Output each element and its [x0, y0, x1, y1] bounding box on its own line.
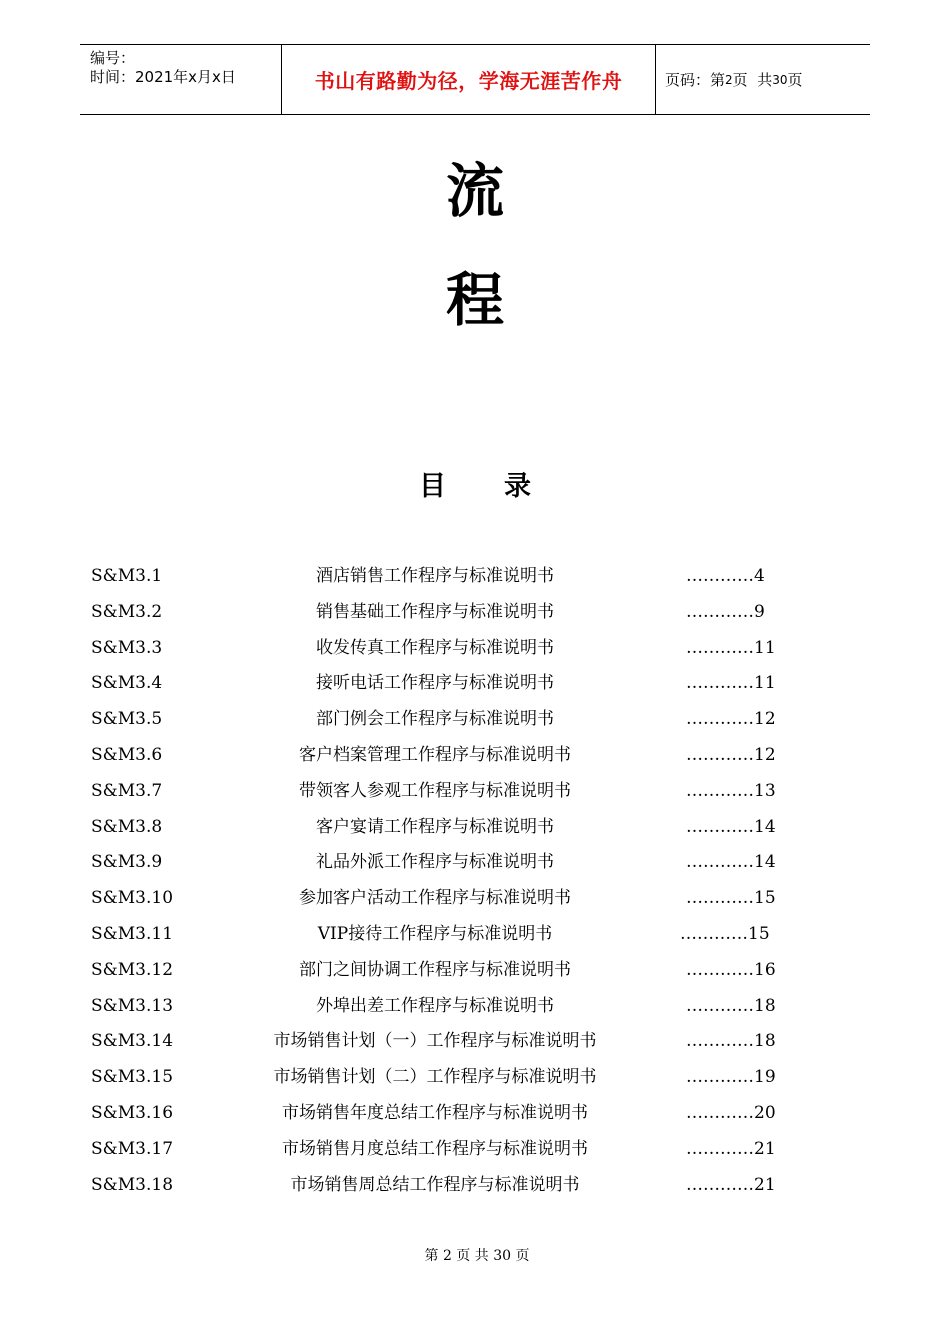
toc-row[interactable]: [0, 1060, 950, 1096]
toc-code: S&M3.11: [91, 923, 174, 944]
toc-row[interactable]: [0, 774, 950, 810]
header-page-num: 2: [725, 72, 733, 87]
toc-title: 收发传真工作程序与标准说明书: [316, 637, 554, 658]
toc-page: …………21: [686, 1174, 776, 1195]
toc-row[interactable]: [0, 810, 950, 846]
toc-code: S&M3.6: [91, 744, 163, 765]
toc-code: S&M3.4: [91, 673, 163, 694]
toc-page: …………14: [686, 852, 776, 873]
toc-title: 市场销售计划（一）工作程序与标准说明书: [273, 1031, 597, 1052]
toc-code: S&M3.9: [91, 852, 163, 873]
toc-page: …………16: [686, 959, 776, 980]
header-page-total: 30: [772, 72, 788, 87]
toc-row[interactable]: [0, 953, 950, 989]
toc-code: S&M3.7: [91, 780, 163, 801]
toc-code: S&M3.13: [91, 995, 174, 1016]
toc-page: …………15: [680, 923, 770, 944]
toc-page: …………14: [686, 816, 776, 837]
toc-title: 礼品外派工作程序与标准说明书: [316, 852, 554, 873]
toc-code: S&M3.15: [91, 1067, 174, 1088]
toc-page: …………12: [686, 744, 776, 765]
toc-page: …………11: [686, 673, 776, 694]
toc-title: 客户档案管理工作程序与标准说明书: [299, 744, 571, 765]
toc-code: S&M3.2: [91, 601, 163, 622]
page-footer: 第 2 页 共 30 页: [424, 1248, 530, 1264]
toc-title: 市场销售计划（二）工作程序与标准说明书: [273, 1067, 597, 1088]
toc-title: 市场销售月度总结工作程序与标准说明书: [282, 1138, 588, 1159]
toc-row[interactable]: [0, 989, 950, 1025]
title-char-1: 流: [445, 157, 504, 225]
toc-title: 外埠出差工作程序与标准说明书: [316, 995, 554, 1016]
toc-title: 部门之间协调工作程序与标准说明书: [299, 959, 571, 980]
toc-page: …………12: [686, 709, 776, 730]
toc-heading-char-1: 目: [419, 471, 446, 502]
header-page-suffix: 页: [787, 71, 803, 89]
toc-title: 销售基础工作程序与标准说明书: [316, 601, 554, 622]
toc-row[interactable]: [0, 631, 950, 667]
toc-page: …………21: [686, 1138, 776, 1159]
toc-heading-char-2: 录: [504, 471, 531, 502]
header-meta-cell: [80, 45, 282, 114]
toc-page: …………18: [686, 1031, 776, 1052]
header-page-mid: 页 共: [732, 71, 773, 89]
toc-list: [0, 559, 950, 1203]
toc-row[interactable]: [0, 1168, 950, 1204]
header-motto: 书山有路勤为径，学海无涯苦作舟: [282, 45, 656, 114]
title-char-2: 程: [445, 266, 504, 334]
toc-title: 接听电话工作程序与标准说明书: [316, 673, 554, 694]
header-page-prefix: 页码：第: [665, 71, 726, 89]
toc-title: 市场销售周总结工作程序与标准说明书: [290, 1174, 580, 1195]
toc-code: S&M3.3: [91, 637, 163, 658]
toc-row[interactable]: [0, 1132, 950, 1168]
toc-code: S&M3.8: [91, 816, 163, 837]
toc-page: …………20: [686, 1102, 776, 1123]
toc-code: S&M3.16: [91, 1102, 174, 1123]
toc-title: 参加客户活动工作程序与标准说明书: [299, 888, 571, 909]
page-header: [80, 44, 870, 115]
toc-title: 市场销售年度总结工作程序与标准说明书: [282, 1102, 588, 1123]
toc-page: …………4: [686, 566, 765, 586]
header-page-info: [656, 45, 870, 114]
toc-page: …………9: [686, 601, 765, 622]
toc-row[interactable]: [0, 702, 950, 738]
toc-page: …………11: [686, 637, 776, 658]
toc-page: …………15: [686, 888, 776, 909]
toc-code: S&M3.14: [91, 1031, 174, 1052]
toc-row[interactable]: [0, 917, 950, 953]
header-number-label: 编号：: [90, 49, 136, 67]
toc-row[interactable]: [0, 1024, 950, 1060]
toc-code: S&M3.12: [91, 959, 174, 980]
toc-row[interactable]: [0, 738, 950, 774]
toc-code: S&M3.10: [91, 888, 174, 909]
toc-page: …………18: [686, 995, 776, 1016]
toc-row[interactable]: [0, 559, 950, 595]
toc-code: S&M3.5: [91, 709, 163, 730]
toc-title: VIP接待工作程序与标准说明书: [317, 923, 553, 944]
toc-title: 带领客人参观工作程序与标准说明书: [299, 780, 571, 801]
toc-title: 客户宴请工作程序与标准说明书: [316, 816, 554, 837]
toc-code: S&M3.17: [91, 1138, 174, 1159]
toc-code: S&M3.18: [91, 1174, 174, 1195]
toc-row[interactable]: [0, 881, 950, 917]
toc-row[interactable]: [0, 595, 950, 631]
toc-page: …………19: [686, 1067, 776, 1088]
toc-row[interactable]: [0, 845, 950, 881]
toc-row[interactable]: [0, 666, 950, 702]
toc-code: S&M3.1: [91, 566, 163, 586]
toc-title: 部门例会工作程序与标准说明书: [316, 709, 554, 730]
toc-title: 酒店销售工作程序与标准说明书: [316, 566, 554, 586]
toc-row[interactable]: [0, 1096, 950, 1132]
toc-page: …………13: [686, 780, 776, 801]
header-time-label: 时间：2021年x月x日: [90, 68, 236, 86]
toc-heading: [0, 470, 950, 504]
